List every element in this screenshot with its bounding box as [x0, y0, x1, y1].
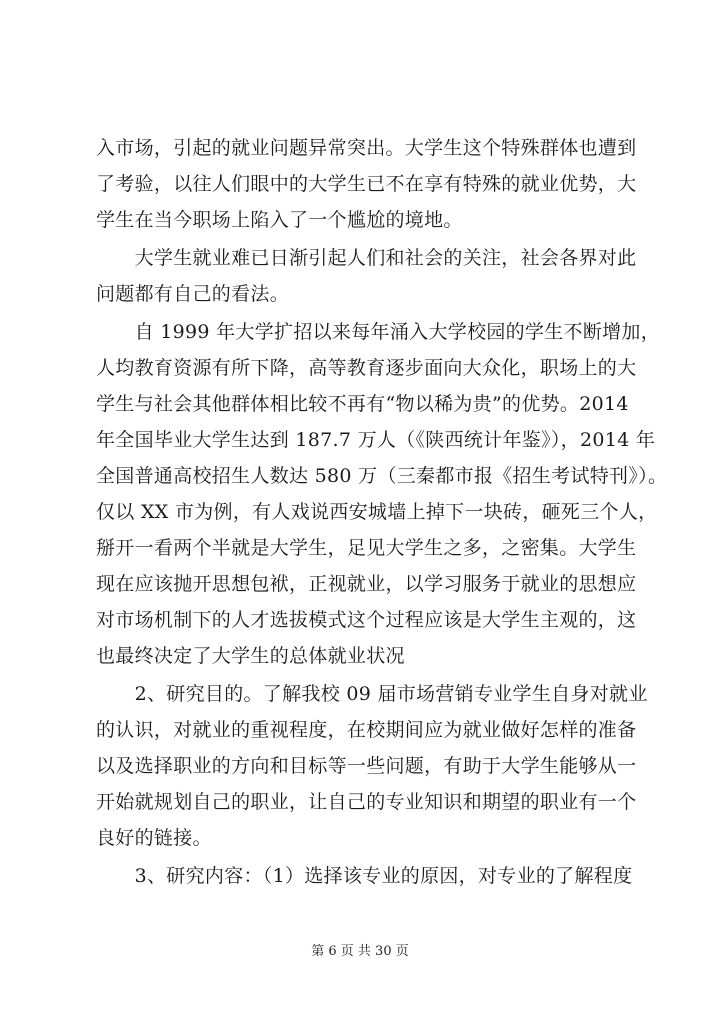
text-line: 全国普通高校招生人数达 580 万（三秦都市报《招生考试特刊》）。 [96, 465, 668, 487]
text-line: 人均教育资源有所下降，高等教育逐步面向大众化，职场上的大 [96, 357, 637, 379]
text-line: 大学生就业难已日渐引起人们和社会的关注，社会各界对此 [96, 247, 637, 269]
text-line: 了考验，以往人们眼中的大学生已不在享有特殊的就业优势，大 [96, 173, 637, 195]
text-line: 对市场机制下的人才选拔模式这个过程应该是大学生主观的，这 [96, 609, 637, 631]
paragraph-1 [96, 130, 636, 238]
text-line: 开始就规划自己的职业，让自己的专业知识和期望的职业有一个 [96, 791, 637, 813]
text-line: 以及选择职业的方向和目标等一些问题，有助于大学生能够从一 [96, 755, 637, 777]
text-line: 掰开一看两个半就是大学生，足见大学生之多，之密集。大学生 [96, 537, 637, 559]
paragraph-3 [96, 314, 668, 674]
page-number-footer: 第 6 页 共 30 页 [311, 944, 409, 959]
text-line: 2、研究目的。了解我校 09 届市场营销专业学生自身对就业 [96, 683, 648, 705]
text-line: 3、研究内容：（1）选择该专业的原因，对专业的了解程度 [96, 865, 633, 887]
text-line: 现在应该抛开思想包袱，正视就业，以学习服务于就业的思想应 [96, 573, 637, 595]
paragraph-2 [96, 240, 636, 312]
text-line: 学生与社会其他群体相比较不再有“物以稀为贵”的优势。2014 [96, 393, 629, 415]
text-line: 仅以 XX 市为例，有人戏说西安城墙上掉下一块砖，砸死三个人， [96, 501, 658, 523]
text-line: 入市场，引起的就业问题异常突出。大学生这个特殊群体也遭到 [96, 137, 637, 159]
text-line: 学生在当今职场上陷入了一个尴尬的境地。 [96, 209, 463, 231]
text-line: 也最终决定了大学生的总体就业状况 [96, 645, 405, 667]
paragraph-4 [96, 676, 648, 856]
text-line: 的认识，对就业的重视程度，在校期间应为就业做好怎样的准备 [96, 719, 637, 741]
text-line: 自 1999 年大学扩招以来每年涌入大学校园的学生不断增加， [96, 321, 661, 343]
text-line: 良好的链接。 [96, 827, 212, 849]
paragraph-5 [96, 858, 636, 894]
text-line: 年全国毕业大学生达到 187.7 万人（《陕西统计年鉴》），2014 年 [96, 429, 656, 451]
text-line: 问题都有自己的看法。 [96, 283, 290, 305]
